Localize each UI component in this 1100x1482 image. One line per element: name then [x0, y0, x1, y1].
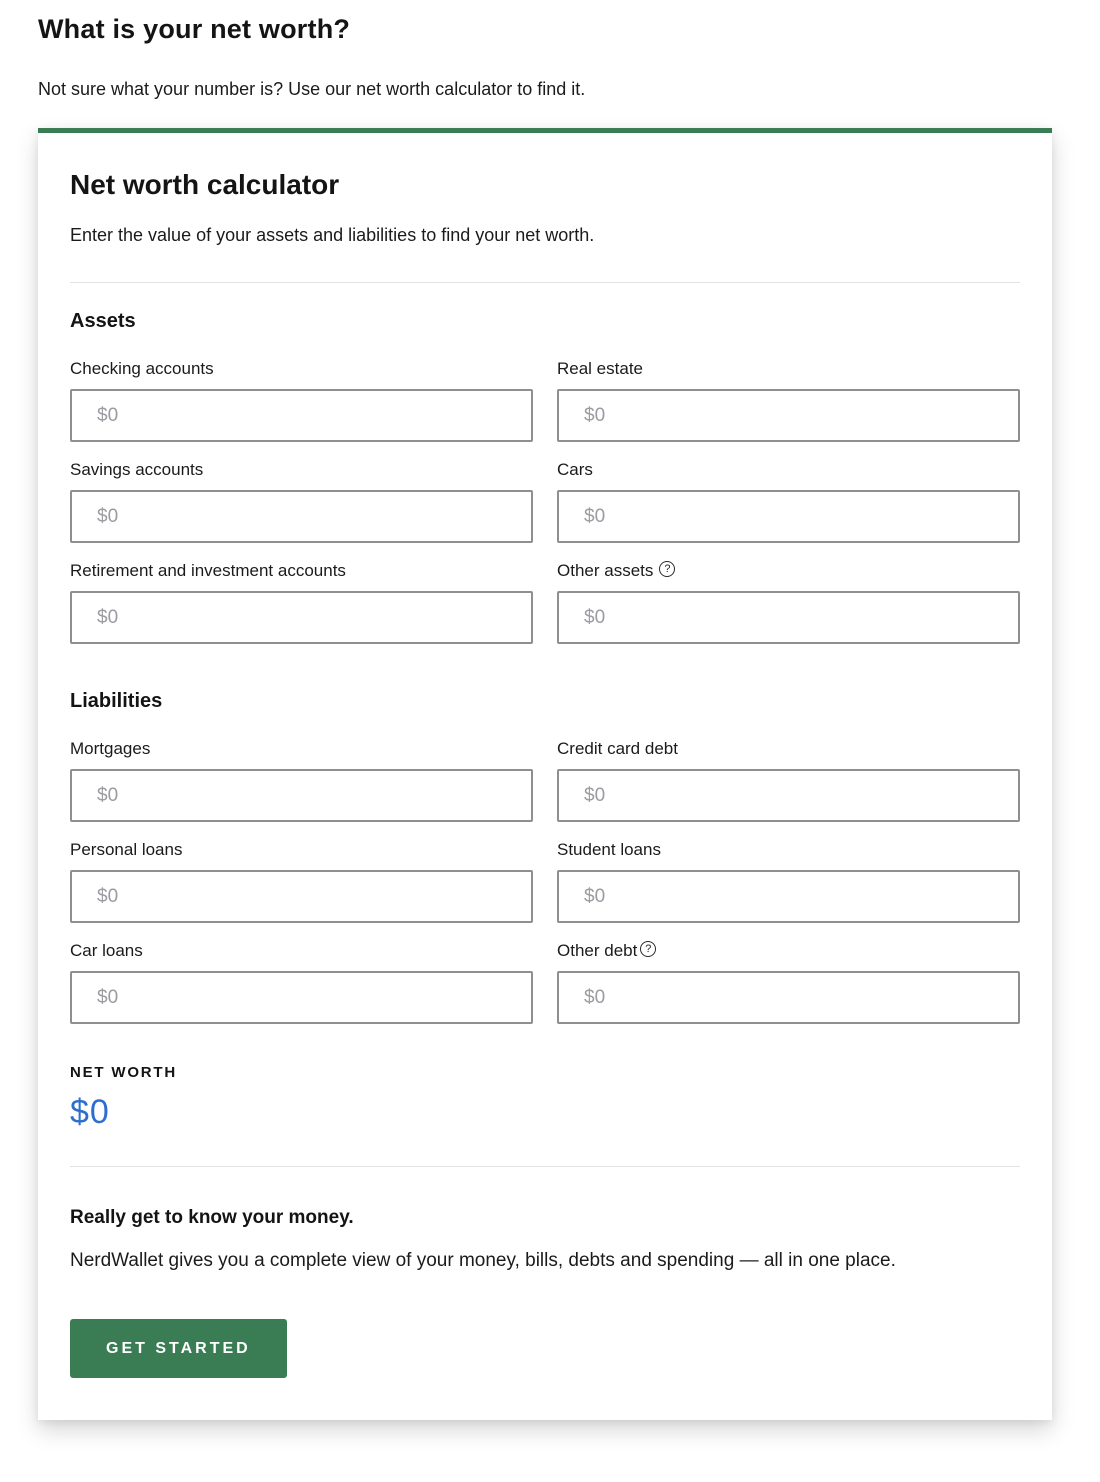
personal-loans-input[interactable]: [70, 870, 533, 923]
top-divider: [70, 282, 1020, 283]
other-assets-input[interactable]: [557, 591, 1020, 644]
field-other-debt: [557, 941, 1020, 1024]
field-label: [70, 739, 533, 759]
assets-fields-grid: [70, 359, 1020, 644]
field-label-text: Credit card debt: [557, 739, 678, 758]
assets-heading: Assets: [70, 310, 136, 332]
field-label-text: Other assets: [557, 561, 654, 580]
field-label-text: Other debt: [557, 941, 638, 960]
field-label-text: Personal loans: [70, 840, 183, 859]
field-personal-loans: [70, 840, 533, 923]
field-car-loans: [70, 941, 533, 1024]
mortgages-input[interactable]: [70, 769, 533, 822]
field-label-text: Real estate: [557, 359, 643, 378]
promo-section: [70, 1207, 1020, 1378]
field-label: [70, 359, 533, 379]
field-label: [557, 941, 1020, 961]
field-label-text: Mortgages: [70, 739, 151, 758]
checking-accounts-input[interactable]: [70, 389, 533, 442]
field-mortgages: [70, 739, 533, 822]
field-credit-card-debt: [557, 739, 1020, 822]
net-worth-calculator-card: [38, 128, 1052, 1420]
field-student-loans: [557, 840, 1020, 923]
liabilities-section: [70, 690, 1020, 1024]
field-label: [557, 561, 1020, 581]
field-label-text: Cars: [557, 460, 593, 479]
other-debt-input[interactable]: [557, 971, 1020, 1024]
bottom-divider: [70, 1166, 1020, 1167]
net-worth-value: $0: [70, 1093, 110, 1131]
other-debt-help-icon[interactable]: ?: [640, 941, 656, 957]
other-assets-help-icon[interactable]: ?: [659, 561, 675, 577]
net-worth-result: [70, 1064, 1020, 1132]
credit-card-debt-input[interactable]: [557, 769, 1020, 822]
field-label: [557, 840, 1020, 860]
field-savings-accounts: [70, 460, 533, 543]
field-label-text: Student loans: [557, 840, 661, 859]
promo-body: NerdWallet gives you a complete view of your money, bills, debts and spending — all in one place.: [70, 1250, 896, 1271]
field-real-estate: [557, 359, 1020, 442]
field-other-assets: [557, 561, 1020, 644]
page-subtitle: Not sure what your number is? Use our net worth calculator to find it.: [38, 79, 586, 99]
get-started-button[interactable]: GET STARTED: [70, 1319, 287, 1378]
cars-input[interactable]: [557, 490, 1020, 543]
promo-heading: Really get to know your money.: [70, 1207, 354, 1228]
field-label: [70, 941, 533, 961]
field-label: [557, 739, 1020, 759]
student-loans-input[interactable]: [557, 870, 1020, 923]
retirement-investment-accounts-input[interactable]: [70, 591, 533, 644]
field-label: [557, 460, 1020, 480]
field-retirement-investment-accounts: [70, 561, 533, 644]
car-loans-input[interactable]: [70, 971, 533, 1024]
savings-accounts-input[interactable]: [70, 490, 533, 543]
field-label: [557, 359, 1020, 379]
liabilities-fields-grid: [70, 739, 1020, 1024]
field-label-text: Retirement and investment accounts: [70, 561, 346, 580]
net-worth-label: NET WORTH: [70, 1064, 178, 1081]
real-estate-input[interactable]: [557, 389, 1020, 442]
field-checking-accounts: [70, 359, 533, 442]
field-cars: [557, 460, 1020, 543]
field-label: [70, 460, 533, 480]
calculator-title: Net worth calculator: [70, 169, 340, 200]
page-title: What is your net worth?: [38, 14, 351, 44]
field-label-text: Savings accounts: [70, 460, 204, 479]
assets-section: [70, 310, 1020, 644]
field-label: [70, 840, 533, 860]
field-label-text: Checking accounts: [70, 359, 214, 378]
field-label: [70, 561, 533, 581]
calculator-description: Enter the value of your assets and liabilities to find your net worth.: [70, 225, 595, 245]
field-label-text: Car loans: [70, 941, 143, 960]
liabilities-heading: Liabilities: [70, 690, 163, 712]
